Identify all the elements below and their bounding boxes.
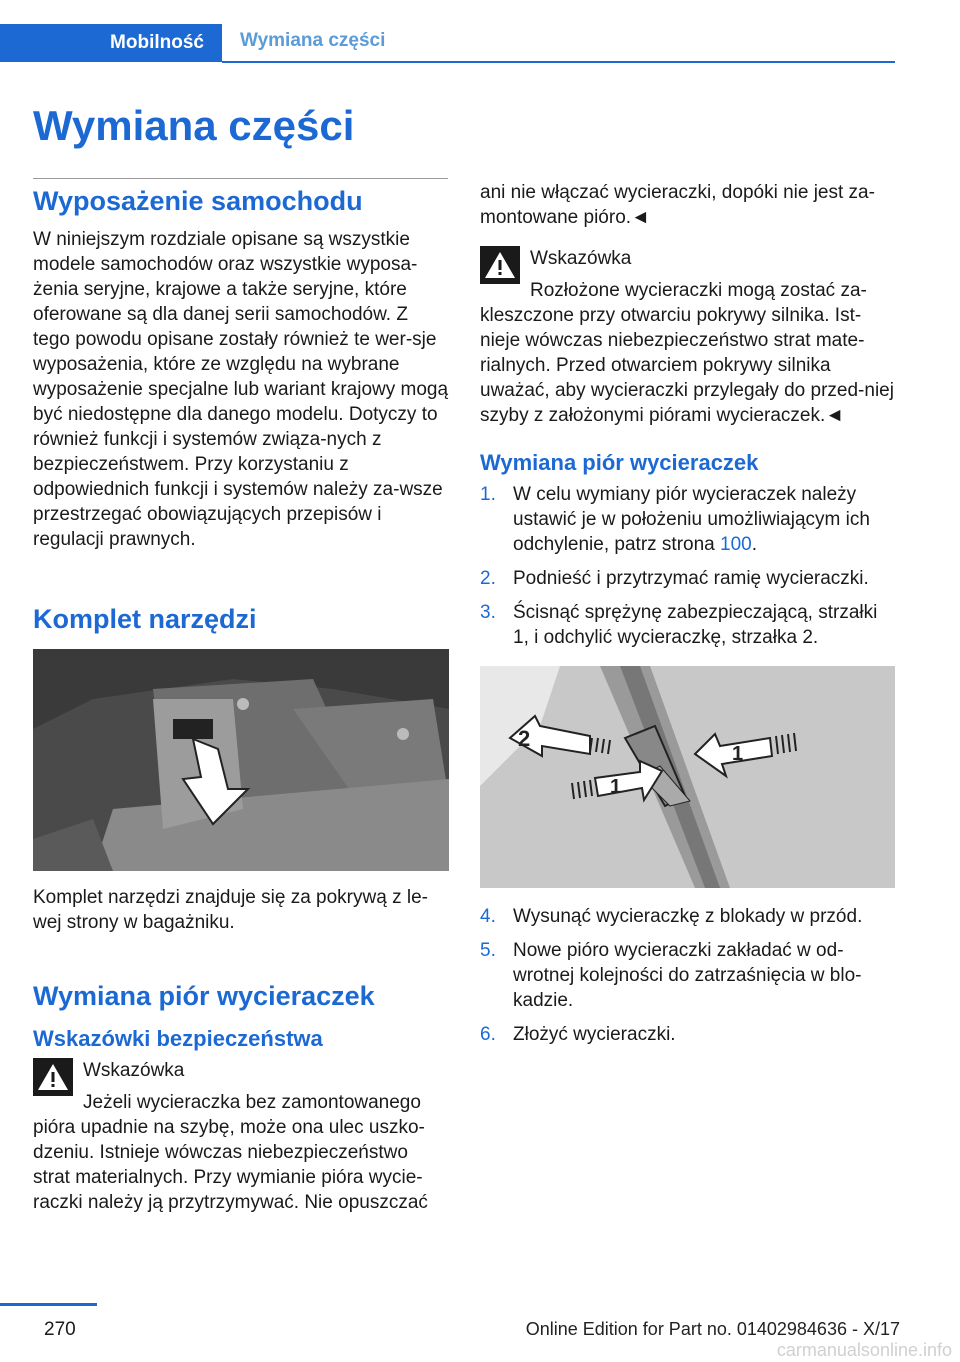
step-5: [480, 938, 896, 1013]
step-2: [480, 566, 896, 591]
step-1: [480, 482, 896, 557]
wiper-arm-figure: [480, 666, 895, 888]
wiper-illustration: [480, 666, 895, 888]
page-link[interactable]: 100: [720, 534, 752, 555]
warning-text-2: Rozłożone wycieraczki mogą zostać za-kleszczone przy otwarciu pokrywy silnika. Ist-nieje wówczas niebezpieczeństwo strat mate-rialnych. Przed otwarciem pokrywy silnika uważać, aby wycieraczki przylegały do przed-niej szyby z założonymi piórami wycieraczek.◄: [480, 280, 894, 426]
header-tabbar: [0, 24, 895, 62]
warning-block-2: [480, 246, 896, 428]
right-column: [480, 180, 896, 1056]
trunk-toolkit-figure: [33, 649, 449, 871]
footer-rule: [0, 1303, 97, 1306]
chapter-title: Wymiana części: [33, 102, 355, 149]
warning-triangle-icon: [33, 1058, 73, 1096]
warning-block-1: [33, 1058, 449, 1215]
warning-label-1: Wskazówka: [83, 1060, 185, 1081]
page-number: 270: [44, 1319, 76, 1340]
step-4: [480, 904, 896, 929]
subsection-wiper-replacement: Wymiana piór wycieraczek: [480, 450, 759, 475]
title-divider: [33, 178, 448, 179]
step-number: 2.: [480, 568, 496, 589]
tab-mobilnosc-label: Mobilność: [110, 32, 204, 53]
step-text: Nowe pióro wycieraczki zakładać w od-wrotnej kolejności do zatrzaśnięcia w blo-kadzie.: [513, 940, 862, 1011]
arrow-label-1b: 1: [610, 776, 622, 798]
subsection-safety-notes: Wskazówki bezpieczeństwa: [33, 1026, 323, 1051]
step-number: 4.: [480, 906, 496, 927]
step-number: 5.: [480, 940, 496, 961]
equipment-paragraph: W niniejszym rozdziale opisane są wszystkie modele samochodów oraz wszystkie wyposa-żenia seryjne, krajowe a także seryjne, które oferowane są dla danej serii samochodów. Z tego powodu opisane zostały również te wer-sje wyposażenia, które ze względu na wybrane wyposażenie specjalne lub wariant krajowy mogą być niedostępne dla danego modelu. Dotyczy to również funkcji i systemów związa-nych z bezpieczeństwem. Przy korzystaniu z odpowiednich funkcji i systemów należy za-wsze przestrzegać obowiązujących przepisów i regulacji prawnych.: [33, 229, 449, 550]
arrow-label-1a: 1: [732, 743, 744, 765]
step-number: 3.: [480, 602, 496, 623]
section-title-toolkit: Komplet narzędzi: [33, 604, 257, 634]
tab-wymiana-czesci[interactable]: Wymiana części: [240, 30, 386, 51]
header-rule: [222, 61, 895, 63]
warning-label-2: Wskazówka: [530, 248, 632, 269]
step-text: Wysunąć wycieraczkę z blokady w przód.: [513, 906, 863, 927]
step-text: Ścisnąć sprężynę zabezpieczającą, strzałki 1, i odchylić wycieraczkę, strzałka 2.: [513, 602, 878, 648]
arrow-label-2: 2: [518, 726, 531, 751]
step-text-end: .: [751, 534, 757, 555]
warning-text-1: Jeżeli wycieraczka bez zamontowanego pióra upadnie na szybę, może ona ulec uszko-dzeniu. Istnieje wówczas niebezpieczeństwo strat materialnych. Przy wymianie pióra wycie-raczki należy ją przytrzymywać. Nie opuszczać: [33, 1092, 428, 1213]
warning-continuation: ani nie włączać wycieraczki, dopóki nie jest za-montowane pióro.◄: [480, 182, 875, 228]
toolkit-caption: Komplet narzędzi znajduje się za pokrywą z le-wej strony w bagażniku.: [33, 887, 428, 933]
step-text: Podnieść i przytrzymać ramię wycieraczki.: [513, 568, 869, 589]
section-title-equipment: Wyposażenie samochodu: [33, 186, 363, 216]
step-number: 6.: [480, 1024, 496, 1045]
watermark: carmanualsonline.info: [776, 1340, 952, 1360]
warning-triangle-icon: [480, 246, 520, 284]
steps-list-b: [480, 904, 896, 1047]
section-title-wipers: Wymiana piór wycieraczek: [33, 981, 375, 1011]
tab-mobilnosc[interactable]: [0, 24, 222, 62]
step-number: 1.: [480, 484, 496, 505]
steps-list-a: [480, 482, 896, 650]
step-6: [480, 1022, 896, 1047]
left-column: [33, 186, 449, 1215]
step-3: [480, 600, 896, 650]
step-text: Złożyć wycieraczki.: [513, 1024, 676, 1045]
edition-note: Online Edition for Part no. 01402984636 - X/17: [525, 1319, 900, 1339]
trunk-illustration: [33, 649, 449, 871]
step-text: W celu wymiany piór wycieraczek należy ustawić je w położeniu umożliwiającym ich odchylenie, patrz strona: [513, 484, 870, 555]
